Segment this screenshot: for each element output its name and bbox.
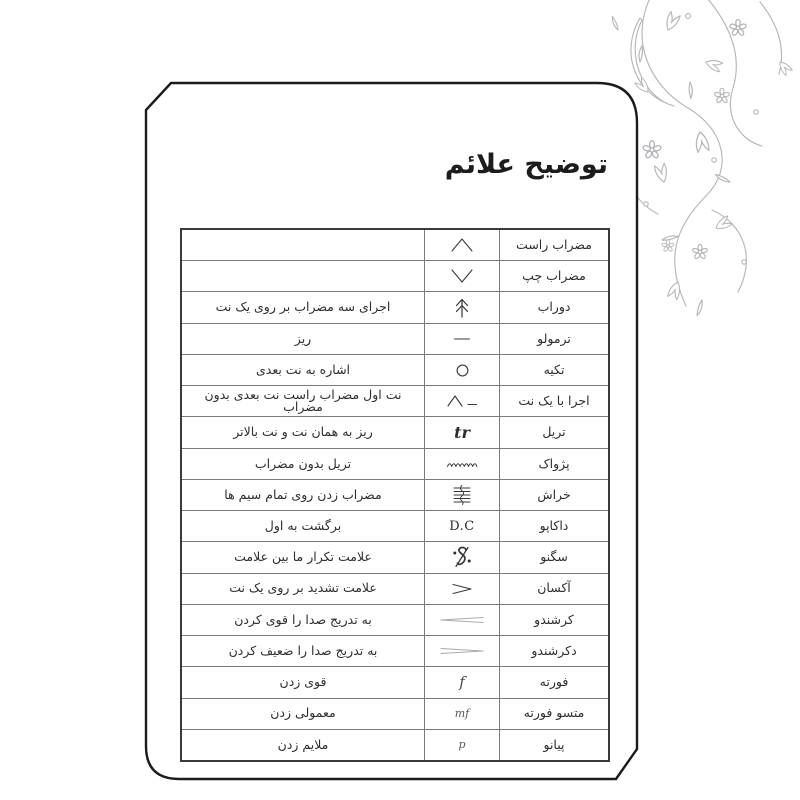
table-row (182, 323, 608, 354)
open-circle-icon (455, 363, 470, 378)
table-row (182, 385, 608, 416)
symbol-description (182, 230, 424, 260)
symbol-name: پژواک (538, 455, 570, 471)
accent-icon (450, 582, 474, 596)
page-title: توضیح علائم (444, 149, 608, 180)
symbol-name: مضراب چپ (522, 268, 586, 284)
symbol-description: به تدریج صدا را قوی کردن (234, 611, 372, 627)
symbol-name: خراش (537, 486, 571, 502)
symbol-cell (424, 324, 500, 354)
symbol-name: دکرشندو (531, 642, 577, 658)
symbol-description: ملایم زدن (277, 736, 329, 752)
symbol-name: تکیه (543, 361, 565, 377)
piano-text: p (458, 738, 466, 752)
symbol-name: تریل (542, 424, 566, 440)
symbol-cell (424, 355, 500, 385)
strings-scratch-icon (449, 484, 475, 506)
up-caret-icon (450, 237, 474, 253)
symbol-cell (424, 699, 500, 729)
symbol-description: مضراب زدن روی تمام سیم ها (224, 486, 382, 502)
symbol-name: داکاپو (539, 517, 569, 533)
symbol-cell (424, 667, 500, 697)
table-row (182, 729, 608, 760)
down-caret-icon (450, 268, 474, 284)
symbol-cell (424, 417, 500, 447)
symbol-cell (424, 261, 500, 291)
trill-tr-text: tr (454, 422, 470, 442)
symbol-name: دوراب (537, 299, 571, 315)
table-row (182, 510, 608, 541)
symbol-cell (424, 574, 500, 604)
segno-icon (452, 545, 472, 569)
table-row (182, 541, 608, 572)
forte-text: f (459, 672, 465, 691)
symbol-description: قوی زدن (279, 674, 327, 690)
symbols-table (180, 228, 610, 762)
symbol-name: اجرا با یک نت (518, 393, 590, 409)
crescendo-hairpin-icon (439, 615, 485, 625)
table-row (182, 573, 608, 604)
symbol-description: برگشت به اول (264, 517, 342, 533)
symbol-cell (424, 511, 500, 541)
symbol-name: ترمولو (537, 330, 571, 346)
symbol-description: معمولی زدن (270, 705, 336, 721)
symbol-name: آکسان (537, 580, 571, 596)
table-row (182, 635, 608, 666)
symbol-cell (424, 636, 500, 666)
caret-with-dash-icon (445, 393, 479, 409)
table-row (182, 448, 608, 479)
symbol-cell (424, 605, 500, 635)
symbol-cell (424, 292, 500, 322)
da-capo-text: D.C (449, 518, 475, 534)
table-row (182, 260, 608, 291)
tremolo-dash-icon (453, 336, 471, 342)
symbol-name: مضراب راست (516, 236, 592, 252)
symbol-description: نت اول مضراب راست نت بعدی بدون مضراب (204, 386, 402, 415)
table-row (182, 604, 608, 635)
symbol-description: علامت تشدید بر روی یک نت (229, 580, 377, 596)
symbol-description (182, 261, 424, 291)
symbol-name: متسو فورته (523, 705, 585, 721)
symbol-description: ریز (294, 330, 312, 346)
mezzo-forte-text: mf (454, 707, 470, 721)
table-row (182, 479, 608, 510)
symbol-description: تریل بدون مضراب (254, 455, 352, 471)
symbol-cell (424, 230, 500, 260)
symbol-description: اشاره به نت بعدی (255, 361, 351, 377)
table-row (182, 291, 608, 322)
table-row (182, 354, 608, 385)
symbol-name: سگنو (540, 549, 568, 565)
symbol-description: علامت تکرار ما بین علامت (234, 549, 372, 565)
symbol-description: به تدریج صدا را ضعیف کردن (228, 642, 378, 658)
symbol-cell (424, 386, 500, 416)
symbol-name: کرشندو (534, 611, 574, 627)
symbol-description: اجرای سه مضراب بر روی یک نت (215, 299, 391, 315)
table-row (182, 666, 608, 697)
table-row (182, 230, 608, 260)
symbol-name: فورته (539, 674, 569, 690)
symbol-description: ریز به همان نت و نت بالاتر (233, 424, 373, 440)
symbol-cell (424, 542, 500, 572)
table-row (182, 416, 608, 447)
symbol-cell (424, 449, 500, 479)
decrescendo-hairpin-icon (439, 646, 485, 656)
symbol-cell (424, 480, 500, 510)
table-row (182, 698, 608, 729)
wavy-line-icon (446, 459, 478, 469)
symbol-cell (424, 730, 500, 760)
triple-stroke-caret-icon (454, 297, 470, 319)
symbol-name: پیانو (543, 736, 565, 752)
